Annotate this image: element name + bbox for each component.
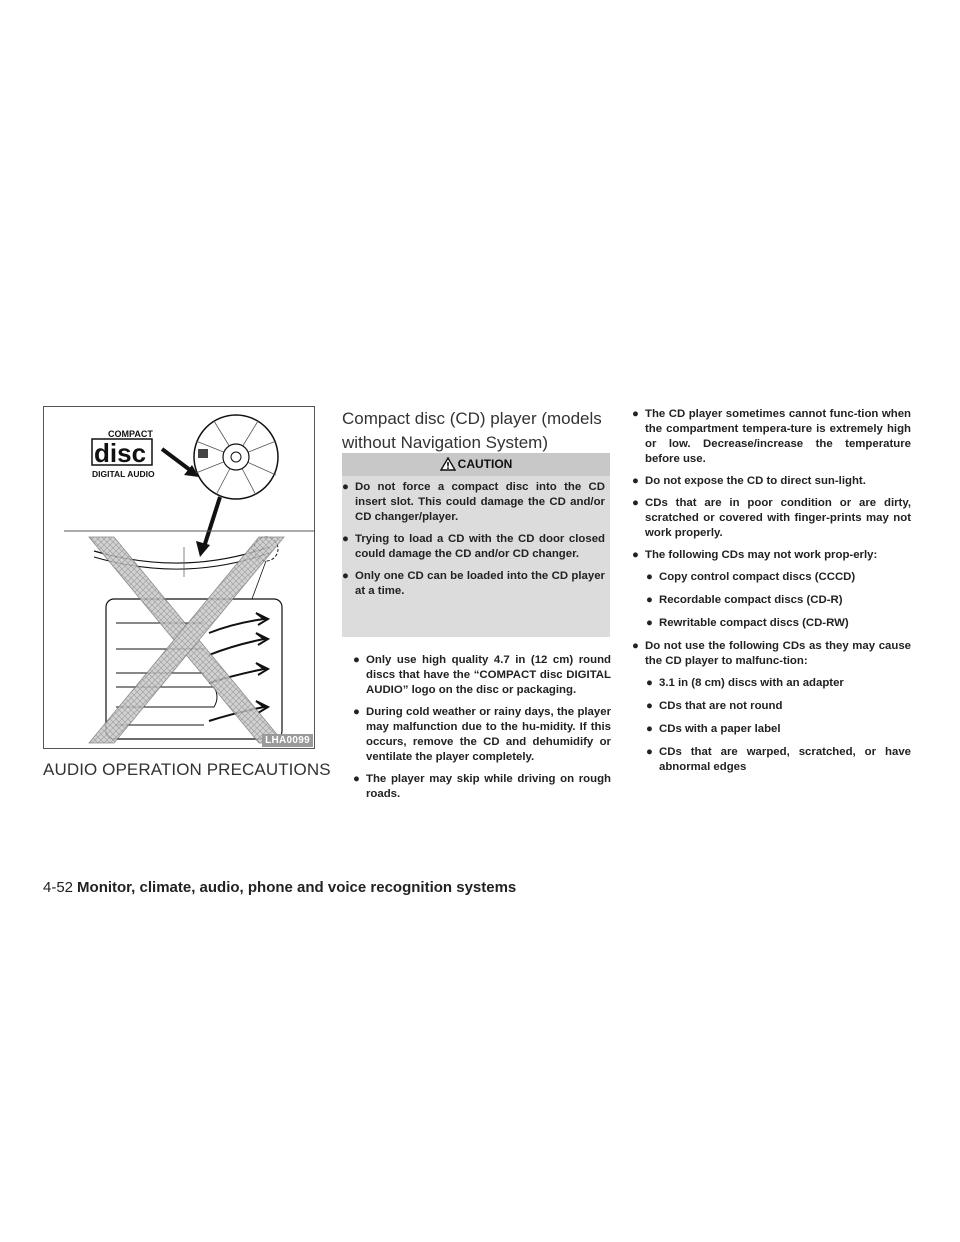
bullet-icon: ● <box>632 497 639 509</box>
bullet-icon: ● <box>632 549 639 561</box>
list-item: ● Only use high quality 4.7 in (12 cm) round discs that have the “COMPACT disc DIGITAL AUDIO” logo on the disc or packaging. <box>353 654 611 696</box>
warning-icon <box>440 457 456 471</box>
compact-disc-logo <box>92 429 155 479</box>
bullet-icon: ● <box>353 706 360 718</box>
cd-diagram <box>44 407 314 748</box>
bullet-icon: ● <box>646 700 653 712</box>
cd-illustration <box>43 406 315 749</box>
bullet-icon: ● <box>342 570 349 582</box>
page-footer <box>43 879 516 896</box>
cd-disc-icon <box>194 415 278 499</box>
list-item: ● Do not expose the CD to direct sun-light. <box>632 475 866 487</box>
list-item: ● CDs that are in poor condition or are dirty, scratched or covered with finger-prints may not work properly. <box>632 497 911 539</box>
list-item: ● Only one CD can be loaded into the CD player at a time. <box>342 570 605 597</box>
sub-list-item: ● 3.1 in (8 cm) discs with an adapter <box>646 677 844 689</box>
list-item: ● Do not force a compact disc into the CD insert slot. This could damage the CD and/or CD changer/player. <box>342 481 605 523</box>
bullet-icon: ● <box>646 723 653 735</box>
section-title: AUDIO OPERATION PRECAUTIONS <box>43 760 331 779</box>
cd-condition-list <box>632 407 911 783</box>
bullet-icon: ● <box>632 475 639 487</box>
precaution-list <box>353 653 611 809</box>
logo-compact-text: COMPACT <box>108 429 153 439</box>
bullet-icon: ● <box>646 571 653 583</box>
list-item: ● The CD player sometimes cannot func-tion when the compartment tempera-ture is extremely high or low. Decrease/increase the temperature before use. <box>632 408 911 465</box>
page-number: 4-52 <box>43 879 74 896</box>
list-item: ● During cold weather or rainy days, the player may malfunction due to the hu-midity. If this occurs, remove the CD and dehumidify or ventilate the player completely. <box>353 706 611 763</box>
figure-code: LHA0099 <box>262 734 313 747</box>
caution-title: CAUTION <box>457 457 513 471</box>
bullet-icon: ● <box>646 594 653 606</box>
bullet-icon: ● <box>353 654 360 666</box>
bullet-icon: ● <box>342 533 349 545</box>
sub-list-item: ● CDs that are not round <box>646 700 783 712</box>
caution-list <box>342 480 605 606</box>
logo-disc-text: disc <box>94 438 147 468</box>
bullet-icon: ● <box>342 481 349 493</box>
chapter-title: Monitor, climate, audio, phone and voice recognition systems <box>77 879 517 896</box>
list-item: ● Do not use the following CDs as they may cause the CD player to malfunc-tion: ● 3.1 in (8 cm) discs with an adapter ● CDs that are not round ● CDs with a paper label ● CDs that are warped, scratched, or have abnormal edges <box>632 640 911 773</box>
bullet-icon: ● <box>646 617 653 629</box>
bullet-icon: ● <box>632 640 639 652</box>
bullet-icon: ● <box>353 773 360 785</box>
sub-list-item: ● Recordable compact discs (CD-R) <box>646 594 843 606</box>
bullet-icon: ● <box>646 746 653 758</box>
logo-digital-audio-text: DIGITAL AUDIO <box>92 469 155 479</box>
sub-list-item: ● CDs that are warped, scratched, or have abnormal edges <box>646 746 911 773</box>
incompatible-cd-list <box>645 570 911 631</box>
caution-header <box>342 453 610 476</box>
sub-list-item: ● Copy control compact discs (CCCD) <box>646 571 856 583</box>
list-item: ● Trying to load a CD with the CD door closed could damage the CD and/or CD changer. <box>342 533 605 560</box>
list-item: ● The player may skip while driving on rough roads. <box>353 773 611 800</box>
prohibited-cd-list <box>645 676 911 775</box>
sub-list-item: ● Rewritable compact discs (CD-RW) <box>646 617 849 629</box>
list-item: ● The following CDs may not work prop-erly: ● Copy control compact discs (CCCD) ● Recordable compact discs (CD-R) ● Rewritable compact discs (CD-RW) <box>645 548 911 631</box>
subsection-title: Compact disc (CD) player (models without Navigation System) <box>342 409 602 452</box>
bullet-icon: ● <box>632 408 639 420</box>
sub-list-item: ● CDs with a paper label <box>646 723 781 735</box>
bullet-icon: ● <box>646 677 653 689</box>
